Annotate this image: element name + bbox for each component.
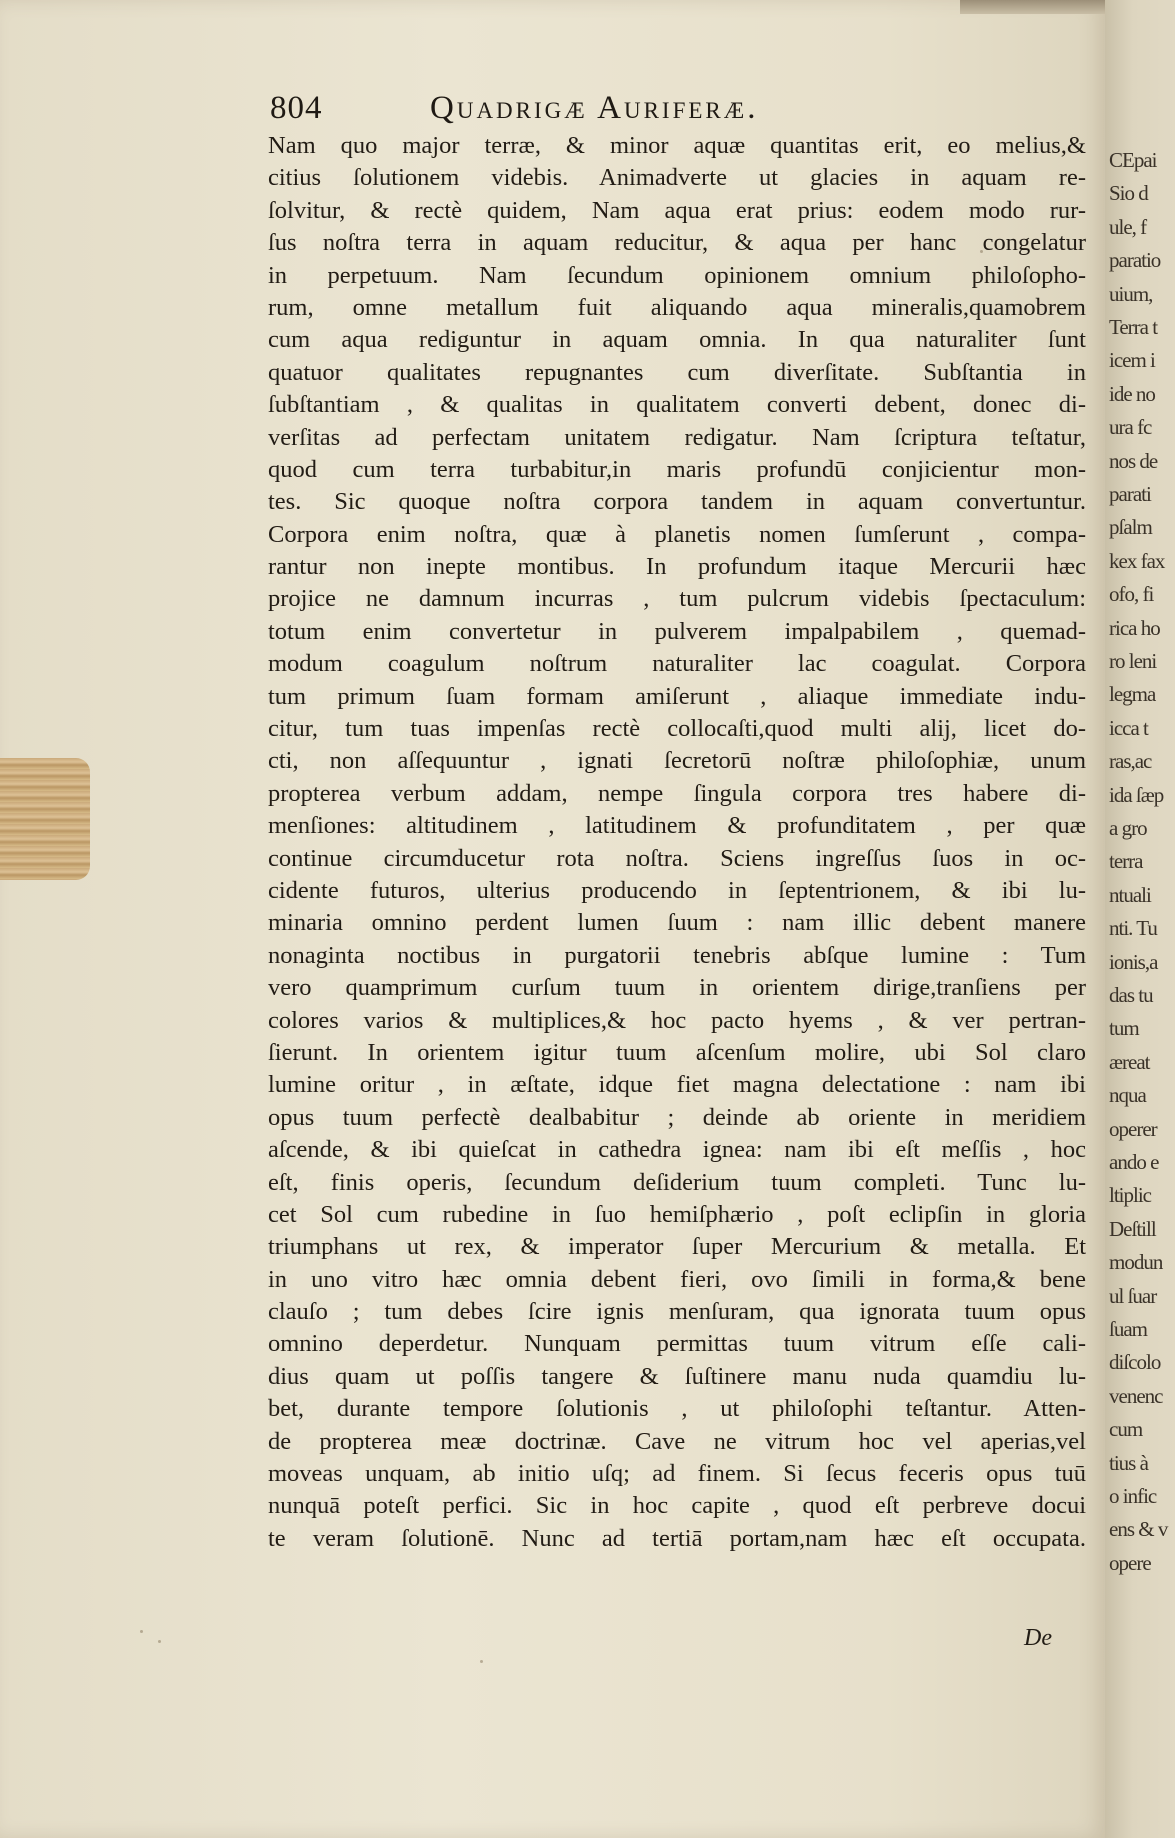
facing-page-fragment: cum <box>1109 1417 1143 1442</box>
text-line: aſcende, & ibi quieſcat in cathedra ignea: nam ibi eſt meſſis , hoc <box>268 1136 1086 1164</box>
text-line: omnino deperdetur. Nunquam permittas tuum vitrum eſſe cali- <box>268 1330 1086 1358</box>
text-line: continue circumducetur rota noſtra. Sciens ingreſſus ſuos in oc- <box>268 844 1086 872</box>
paper-speck <box>480 1660 483 1663</box>
text-line: citius ſolutionem videbis. Animadverte ut glacies in aquam re- <box>268 164 1086 192</box>
text-line: tes. Sic quoque noſtra corpora tandem in aquam convertuntur. <box>268 488 1086 516</box>
facing-page-fragment: ro leni <box>1109 649 1157 673</box>
text-line: menſiones: altitudinem , latitudinem & profunditatem , per quæ <box>268 812 1086 840</box>
facing-page-fragment: paratio <box>1109 248 1161 273</box>
facing-page-fragment: Sio d <box>1109 181 1148 206</box>
facing-page-fragment: tius à <box>1109 1450 1148 1475</box>
binding-tab <box>0 758 90 880</box>
text-line: cidente futuros, ulterius producendo in ſeptentrionem, & ibi lu- <box>268 876 1086 904</box>
text-line: dius quam ut poſſis tangere & ſuſtinere manu nuda quamdiu lu- <box>268 1362 1086 1390</box>
text-line: nonaginta noctibus in purgatorii tenebris abſque lumine : Tum <box>268 941 1086 969</box>
text-line: ſierunt. In orientem igitur tuum aſcenſum molire, ubi Sol claro <box>268 1038 1086 1066</box>
facing-page-fragment: CEpai <box>1109 148 1157 172</box>
facing-page-fragment: ntuali <box>1109 882 1151 907</box>
facing-page-fragment: venenc <box>1109 1383 1163 1408</box>
facing-page-fragment: ida ſæp <box>1109 782 1164 807</box>
text-line: ſolvitur, & rectè quidem, Nam aqua erat prius: eodem modo rur- <box>268 196 1086 224</box>
facing-page-fragment: parati <box>1109 482 1151 506</box>
facing-page-fragment: operer <box>1109 1116 1157 1141</box>
facing-page-fragment: nqua <box>1109 1083 1146 1108</box>
catchword: De <box>1024 1625 1052 1651</box>
facing-page-fragment: ura fc <box>1109 415 1152 440</box>
text-line: totum enim convertetur in pulverem impalpabilem , quemad- <box>268 617 1086 645</box>
facing-page-fragment: a gro <box>1109 816 1147 840</box>
text-line: projice ne damnum incurras , tum pulcrum videbis ſpectaculum: <box>268 585 1086 613</box>
text-line: Nam quo major terræ, & minor aquæ quantitas erit, eo melius,& <box>268 132 1086 159</box>
text-line: in uno vitro hæc omnia debent fieri, ovo ſimili in forma,& bene <box>268 1265 1086 1293</box>
text-line: in perpetuum. Nam ſecundum opinionem omnium philoſopho- <box>268 261 1086 289</box>
facing-page-edge <box>1105 0 1175 1838</box>
text-line: quod cum terra turbabitur,in maris profundū conjicientur mon- <box>268 455 1086 483</box>
text-line: clauſo ; tum debes ſcire ignis menſuram, qua ignorata tuum opus <box>268 1298 1086 1326</box>
text-line: te veram ſolutionē. Nunc ad tertiā portam,nam hæc eſt occupata. <box>268 1524 1086 1552</box>
facing-page-fragment: terra <box>1109 849 1143 874</box>
facing-page-fragment: legma <box>1109 682 1156 707</box>
facing-page-fragment: ide no <box>1109 381 1155 406</box>
text-line: cti, non aſſequuntur , ignati ſecretorū noſtræ philoſophiæ, unum <box>268 747 1086 775</box>
facing-page-fragment: icca t <box>1109 715 1148 740</box>
text-line: quatuor qualitates repugnantes cum diverſitate. Subſtantia in <box>268 358 1086 386</box>
facing-page-fragment: Deſtill <box>1109 1216 1156 1241</box>
text-line: ſubſtantiam , & qualitas in qualitatem converti debent, donec di- <box>268 391 1086 419</box>
facing-page-fragment: ando e <box>1109 1150 1159 1174</box>
facing-page-fragment: tum <box>1109 1016 1139 1041</box>
text-line: opus tuum perfectè dealbabitur ; deinde ab oriente in meridiem <box>268 1103 1086 1131</box>
text-line: ſus noſtra terra in aquam reducitur, & aqua per hanc congelatur <box>268 229 1086 257</box>
facing-page-fragment: ofo, fi <box>1109 582 1154 607</box>
text-line: moveas unquam, ab initio uſq; ad finem. Si ſecus feceris opus tuū <box>268 1460 1086 1488</box>
facing-page-fragment: rica ho <box>1109 615 1160 640</box>
page-number: 804 <box>270 90 323 126</box>
facing-page-fragment: nti. Tu <box>1109 916 1157 941</box>
text-line: propterea verbum addam, nempe ſingula corpora tres habere di- <box>268 779 1086 807</box>
facing-page-fragment: opere <box>1109 1550 1151 1575</box>
text-line: lumine oritur , in æſtate, idque fiet magna delectatione : nam ibi <box>268 1071 1086 1099</box>
text-line: minaria omnino perdent lumen ſuum : nam illic debent manere <box>268 909 1086 937</box>
facing-page-fragment: Terra t <box>1109 315 1158 339</box>
text-line: cet Sol cum rubedine in ſuo hemiſphærio , poſt eclipſin in gloria <box>268 1200 1086 1228</box>
text-line: triumphans ut rex, & imperator ſuper Mercurium & metalla. Et <box>268 1233 1086 1261</box>
text-line: modum coagulum noſtrum naturaliter lac coagulat. Corpora <box>268 650 1086 678</box>
facing-page-fragment: æreat <box>1109 1049 1150 1074</box>
facing-page-fragment: kex fax <box>1109 548 1165 573</box>
facing-page-fragment: das tu <box>1109 983 1153 1007</box>
facing-page-fragment: ſuam <box>1109 1317 1147 1341</box>
facing-page-fragment: pſalm <box>1109 515 1152 540</box>
paper-speck <box>980 250 983 253</box>
facing-page-fragment: icem i <box>1109 348 1155 373</box>
running-title: Quadrigæ Auriferæ. <box>430 90 759 126</box>
text-line: nunquā poteſt perfici. Sic in hoc capite , quod eſt perbreve docui <box>268 1492 1086 1520</box>
text-line: Corpora enim noſtra, quæ à planetis nomen ſumſerunt , compa- <box>268 520 1086 548</box>
facing-page-fragment: ens & v <box>1109 1517 1168 1542</box>
running-header <box>270 90 950 130</box>
facing-page-fragment: uium, <box>1109 281 1153 306</box>
text-line: bet, durante tempore ſolutionis , ut philoſophi teſtantur. Atten- <box>268 1395 1086 1423</box>
facing-page-fragment: nos de <box>1109 448 1158 473</box>
text-line: rum, omne metallum fuit aliquando aqua mineralis,quamobrem <box>268 293 1086 321</box>
text-line: verſitas ad perfectam unitatem redigatur. Nam ſcriptura teſtatur, <box>268 423 1086 451</box>
text-line: colores varios & multiplices,& hoc pacto hyems , & ver pertran- <box>268 1006 1086 1034</box>
facing-page-fragment: ras,ac <box>1109 749 1152 774</box>
text-line: eſt, finis operis, ſecundum deſiderium tuum completi. Tunc lu- <box>268 1168 1086 1196</box>
body-text <box>268 130 1086 1555</box>
facing-page-fragment: diſcolo <box>1109 1350 1161 1375</box>
facing-page-fragment: ltiplic <box>1109 1183 1151 1208</box>
text-line: cum aqua rediguntur in aquam omnia. In qua naturaliter ſunt <box>268 326 1086 354</box>
text-line: vero quamprimum curſum tuum in orientem dirige,tranſiens per <box>268 974 1086 1002</box>
text-line: de propterea meæ doctrinæ. Cave ne vitrum hoc vel aperias,vel <box>268 1427 1086 1455</box>
paper-speck <box>158 1640 161 1643</box>
facing-page-fragment: ul ſuar <box>1109 1283 1157 1308</box>
paper-speck <box>140 1630 143 1633</box>
facing-page-fragment: modun <box>1109 1250 1163 1275</box>
text-line: tum primum ſuam formam amiſerunt , aliaque immediate indu- <box>268 682 1086 710</box>
text-line: rantur non inepte montibus. In profundum itaque Mercurii hæc <box>268 553 1086 581</box>
facing-page-fragment: ule, f <box>1109 214 1147 239</box>
text-line: citur, tum tuas impenſas rectè collocaſti,quod multi alij, licet do- <box>268 715 1086 743</box>
facing-page-fragment: o infic <box>1109 1484 1157 1508</box>
facing-page-fragment: ionis,a <box>1109 949 1158 974</box>
